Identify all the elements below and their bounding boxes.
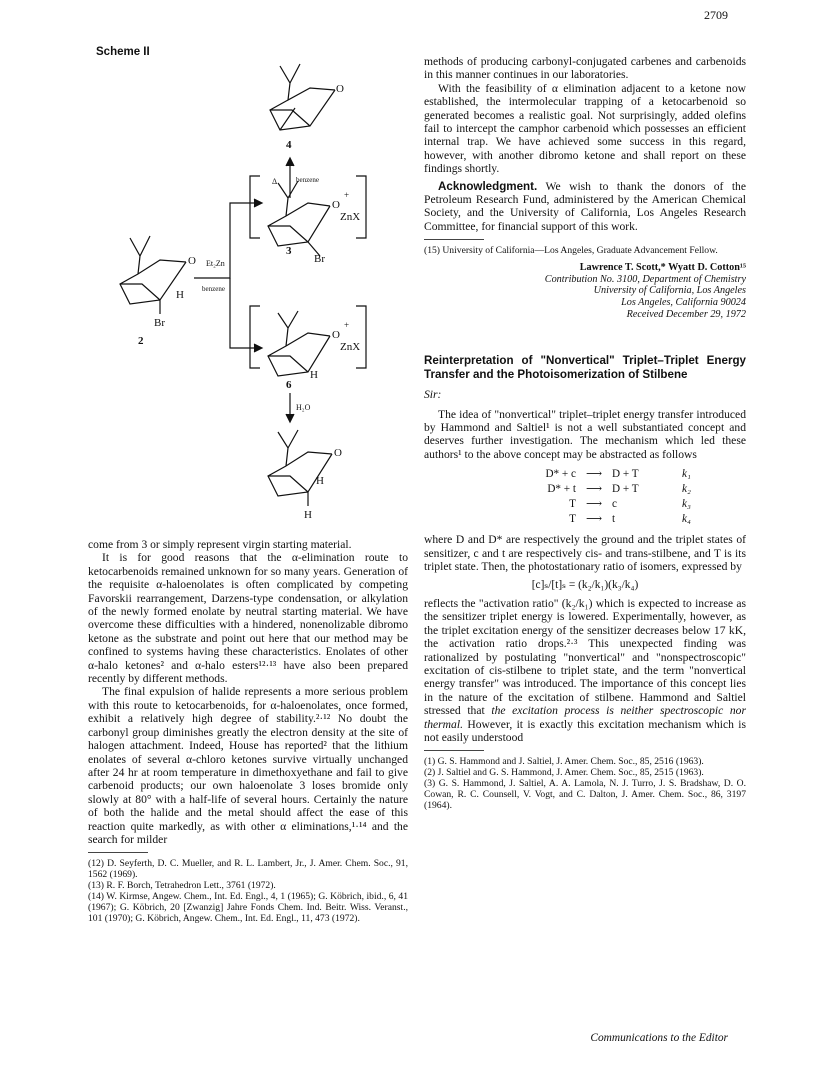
affiliation-line: University of California, Los Angeles xyxy=(593,285,746,297)
page-number: 2709 xyxy=(704,8,728,22)
atom-o: O xyxy=(336,83,344,95)
footnote-rule xyxy=(424,239,484,240)
atom-o: O xyxy=(332,329,340,341)
paragraph: reflects the "activation ratio" (k₂/k₁) which is expected to increase as the sensitizer triplet energy is lowered. Experimentally, however, as the triplet excitation energy of the sensitizer decreases below 17 kK, the activation ratio drops.²·³ This unexpected finding was rationalized by postulating "nonvertical" and "nonspectroscopic" excitation of cis-stilbene to triplet state, and the term "nonvertical energy transfer" was introduced. The importance of this concept lies in the nature of the excitation of stilbene. Hammond and Saltiel stressed that the excitation process is neither spectroscopic nor thermal. However, it is exactly this excitation mechanism which is not easily understood xyxy=(424,596,746,744)
paragraph: It is for good reasons that the α-elimination route to ketocarbenoids remained unknown for so many years. Generation of the requisite α-haloenolates is often complicated by competing Favorskii rearrangement, Darzens-type condensation, or alkylation of the newly formed enolate by neutral starting material. We have overcome these difficulties with a hindered, nonenolizable dibromo ketone as the substrate and point out here that our method may be confined to systems having these characteristics. Enolates of other α-halo ketones² and α-halo esters¹²·¹³ have also been prepared recently by different methods. xyxy=(88,551,408,686)
znx-label: ZnX xyxy=(340,211,361,223)
structure-6 xyxy=(268,311,330,376)
affiliation-line: Contribution No. 3100, Department of Chemistry xyxy=(544,273,746,285)
atom-h: H xyxy=(310,369,318,381)
right-column xyxy=(424,55,746,811)
equation-row: T ⟶ t k₄ xyxy=(569,513,691,526)
atom-o: O xyxy=(334,447,342,459)
equation-row: T ⟶ c k₃ xyxy=(569,498,691,511)
compound-label-3: 3 xyxy=(286,245,292,257)
author-names: Lawrence T. Scott,* Wyatt D. Cotton¹⁵ xyxy=(579,262,746,274)
footnote-rule xyxy=(88,852,148,853)
footnote-rule xyxy=(424,750,484,751)
znx-label: ZnX xyxy=(340,341,361,353)
footnote-15: (15) University of California—Los Angeles, Graduate Advancement Fellow. xyxy=(424,245,718,257)
compound-label-4: 4 xyxy=(286,139,292,151)
footnote-13: (13) R. F. Borch, Tetrahedron Lett., 3761 (1972). xyxy=(88,880,276,892)
mechanism-equations xyxy=(494,467,746,527)
footnote-1: (1) G. S. Hammond and J. Saltiel, J. Amer. Chem. Soc., 85, 2516 (1963). xyxy=(424,756,704,768)
salutation: Sir: xyxy=(424,388,442,402)
emphasis: the excitation process is neither spectroscopic nor thermal. xyxy=(424,704,746,731)
affiliation-line: Los Angeles, California 90024 xyxy=(621,297,746,309)
paragraph: come from 3 or simply represent virgin starting material. xyxy=(88,538,352,551)
acknowledgment xyxy=(424,180,746,234)
equation-row: D* + c ⟶ D + T k₁ xyxy=(545,468,691,481)
article-title: Reinterpretation of "Nonvertical" Triplet–Triplet Energy Transfer and the Photoisomerization of Stilbene xyxy=(424,354,746,382)
atom-br: Br xyxy=(314,253,325,265)
acknowledgment-heading: Acknowledgment. xyxy=(438,179,538,193)
atom-o: O xyxy=(188,255,196,267)
reaction-scheme xyxy=(110,48,410,518)
scheme-label: Scheme II xyxy=(96,46,150,58)
received-date: Received December 29, 1972 xyxy=(626,308,746,320)
footnote-12: (12) D. Seyferth, D. C. Mueller, and R. L. Lambert, Jr., J. Amer. Chem. Soc., 91, 1562 (1969). xyxy=(88,858,408,881)
reagent-delta: Δ xyxy=(272,177,278,186)
paragraph: where D and D* are respectively the ground and the triplet states of sensitizer, c and t are respectively cis- and trans-stilbene, and T is its triplet state. Then, the photostationary ratio of isomers, expressed by xyxy=(424,533,746,574)
footnote-3: (3) G. S. Hammond, J. Saltiel, A. A. Lamola, N. J. Turro, J. S. Bradshaw, D. O. Cowan, R. C. Counsell, V. Vogt, and C. Dalton, J. Amer. Chem. Soc., 86, 3197 (1964). xyxy=(424,778,746,812)
plus-sign: + xyxy=(344,320,350,330)
footnote-2: (2) J. Saltiel and G. S. Hammond, J. Amer. Chem. Soc., 85, 2515 (1963). xyxy=(424,767,704,779)
acknowledgment-text: We wish to thank the donors of the Petroleum Research Fund, administered by the American Chemical Society, and the University of California, Los Angeles Research Committee, for financial support of this work. xyxy=(424,179,746,233)
photostationary-ratio-equation: [c]ₛ/[t]ₛ = (k₂/k₁)(k₃/k₄) xyxy=(531,578,639,591)
structure-4 xyxy=(270,64,335,130)
footnote-14: (14) W. Kirmse, Angew. Chem., Int. Ed. Engl., 4, 1 (1965); G. Köbrich, ibid., 6, 41 (1967); G. Köbrich, 20 [Zwanzig] Jahre Fonds Chem. Ind. Beitr. Wiss. Veranst., 101 (1970); G. Köbrich, Angew. Chem., Int. Ed. Engl., 11, 473 (1972). xyxy=(88,891,408,925)
journal-section-footer: Communications to the Editor xyxy=(590,1032,728,1044)
compound-label-2: 2 xyxy=(138,335,144,347)
equation-row: D* + t ⟶ D + T k₂ xyxy=(547,483,691,496)
structure-7 xyxy=(268,430,332,506)
reagent-et2zn: Et₂Zn xyxy=(206,259,225,268)
atom-h: H xyxy=(176,289,184,301)
paragraph: The idea of "nonvertical" triplet–triplet energy transfer introduced by Hammond and Saltiel¹ is not a well substantiated concept and deserves further investigation. The mechanism which led these authors¹ to the above concept may be abstracted as follows xyxy=(424,407,746,461)
paragraph: With the feasibility of α elimination adjacent to a ketone now established, the intermolecular trapping of a ketocarbenoid so generated becomes a realistic goal. Not surprisingly, added olefins fail to intercept the camphor carbenoid which possesses an efficient internal trap. We have achieved some success in this regard, however, with another dibromo ketone and shall report on these findings shortly. xyxy=(424,81,746,176)
left-column xyxy=(88,538,408,924)
atom-br: Br xyxy=(154,317,165,329)
reagent-benzene-top: benzene xyxy=(296,176,319,184)
reagent-benzene: benzene xyxy=(202,285,225,293)
atom-o: O xyxy=(332,199,340,211)
paragraph: methods of producing carbonyl-conjugated carbenes and carbenoids in this manner continues in our laboratories. xyxy=(424,55,746,82)
atom-h: H xyxy=(316,475,324,487)
paragraph: The final expulsion of halide represents a more serious problem with this route to ketocarbenoids, for α-haloenolates, once formed, exhibit a relatively high degree of stability.²·¹² No doubt the carbonyl group diminishes greatly the electron density at the site of halogen attachment. Indeed, House has reported² that the lithium enolates of several α-chloro ketones survive virtually unchanged after 24 hr at room temperature in dimethoxyethane and fail to give carbenoid products; our own haloenolate 3 loses bromide only slowly at 80° with a half-life of several hours. Certainly the nature of both the halide and the metal should affect the ease of this reaction quite markedly, as with other α eliminations,¹·¹⁴ and the search for milder xyxy=(88,685,408,846)
structure-2 xyxy=(120,236,186,314)
reagent-water: H₂O xyxy=(296,403,311,412)
plus-sign: + xyxy=(344,190,350,200)
compound-label-6: 6 xyxy=(286,379,292,391)
atom-h: H xyxy=(304,509,312,518)
structure-3 xyxy=(268,181,330,256)
